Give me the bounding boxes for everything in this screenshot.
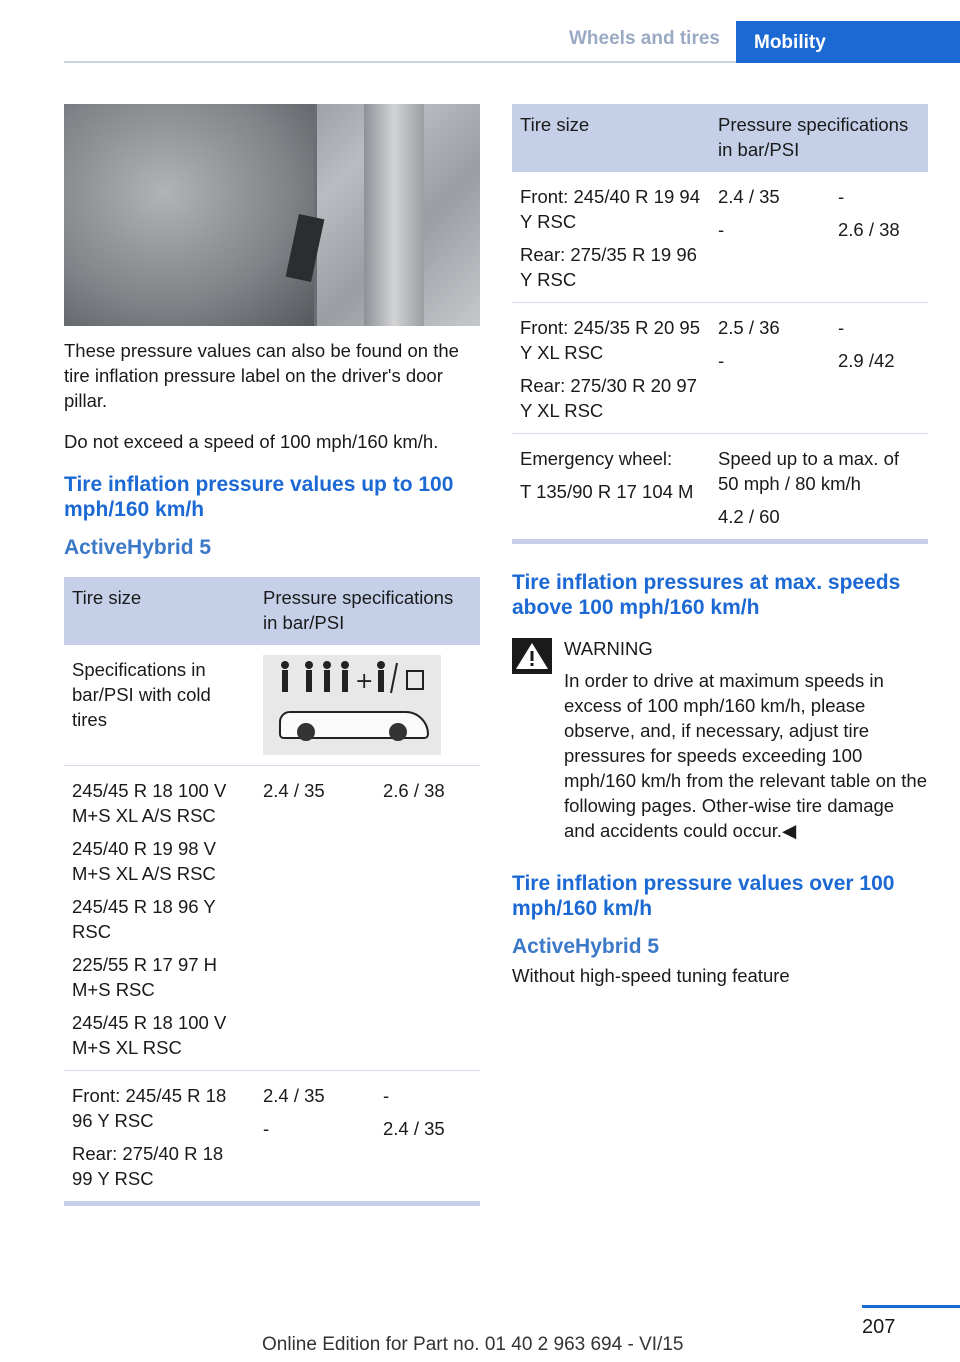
spec-note: Specifications in bar/PSI with cold tires: [64, 645, 255, 766]
tire-size: 245/45 R 18 96 Y RSC: [72, 896, 216, 942]
occupants-icon: [263, 655, 441, 701]
edition-note: Online Edition for Part no. 01 40 2 963 694 - VI/15: [262, 1334, 684, 1355]
rear-wheel-icon: [389, 723, 407, 741]
tire-size: Rear: 275/40 R 18 99 Y RSC: [72, 1143, 224, 1189]
table-end-rule: [512, 539, 928, 544]
door-pillar-photo: [64, 104, 480, 326]
pressure-value: 2.4 / 35: [718, 186, 780, 207]
speed-note: Do not exceed a speed of 100 mph/160 km/h.: [64, 431, 439, 452]
feature-note: Without high-speed tuning feature: [512, 965, 790, 986]
table-row: [64, 645, 480, 766]
pressure-value: 2.4 / 35: [383, 1118, 445, 1139]
table-row: [512, 303, 928, 434]
footer-rule: [862, 1305, 960, 1308]
pressure-value: -: [838, 317, 845, 338]
col-pressure: Pressure specifications in bar/PSI: [255, 577, 480, 645]
warning-text: In order to drive at maximum speeds in excess of 100 mph/160 km/h, please observe, and, if necessary, adjust tire pressures for speeds exceeding 100 mph/160 km/h from the relevant table on the following pages. Other‐wise tire damage and accidents could occur.◀: [564, 670, 928, 841]
pressure-value: -: [838, 186, 845, 207]
left-column: [64, 104, 480, 1206]
col-tire-size: Tire size: [512, 104, 710, 172]
header-section-title: Wheels and tires: [569, 28, 720, 49]
tire-size: T 135/90 R 17 104 M: [520, 481, 694, 502]
warning-icon: [512, 638, 552, 674]
emergency-label: Emergency wheel:: [520, 448, 673, 469]
section-heading: Tire inflation pressures at max. speeds above 100 mph/160 km/h: [512, 571, 901, 619]
model-heading: ActiveHybrid 5: [512, 935, 660, 958]
tire-size: 245/45 R 18 100 V M+S XL A/S RSC: [72, 780, 227, 826]
tire-size: Front: 245/35 R 20 95 Y XL RSC: [520, 317, 700, 363]
model-heading: ActiveHybrid 5: [64, 536, 212, 559]
pressure-value: -: [718, 219, 725, 240]
header-chapter-tab: Mobility: [736, 21, 960, 63]
col-pressure: Pressure specifications in bar/PSI: [710, 104, 928, 172]
svg-text:+: +: [355, 669, 374, 694]
tire-size: 245/45 R 18 100 V M+S XL RSC: [72, 1012, 227, 1058]
table-row: [64, 766, 480, 1071]
pressure-table-right: [512, 104, 928, 539]
pressure-value: -: [718, 350, 725, 371]
warning-title: WARNING: [564, 638, 653, 659]
section-heading: Tire inflation pressure values up to 100 mph/160 km/h: [64, 473, 454, 521]
pressure-value: 2.9 /42: [838, 350, 895, 371]
tire-size: 225/55 R 17 97 H M+S RSC: [72, 954, 218, 1000]
pressure-value: 2.6 / 38: [383, 780, 445, 801]
emergency-speed-note: Speed up to a max. of 50 mph / 80 km/h: [718, 448, 900, 494]
pressure-value: -: [263, 1118, 270, 1139]
tire-size: Front: 245/45 R 18 96 Y RSC: [72, 1085, 227, 1131]
section-heading: Tire inflation pressure values over 100 mph/160 km/h: [512, 872, 895, 920]
intro-text: These pressure values can also be found on the tire inflation pressure label on the driver's door pillar.: [64, 340, 459, 411]
seat-image: [64, 104, 317, 326]
right-column: [512, 104, 928, 988]
pressure-value: 2.5 / 36: [718, 317, 780, 338]
pressure-value: 2.4 / 35: [263, 780, 325, 801]
load-condition-pictogram: [263, 655, 441, 755]
col-tire-size: Tire size: [64, 577, 255, 645]
table-row: [512, 434, 928, 540]
warning-text-indented: [564, 668, 928, 843]
page-number: 207: [862, 1316, 896, 1338]
front-wheel-icon: [297, 723, 315, 741]
pressure-value: 2.4 / 35: [263, 1085, 325, 1106]
tire-size: 245/40 R 19 98 V M+S XL A/S RSC: [72, 838, 216, 884]
tire-size: Front: 245/40 R 19 94 Y RSC: [520, 186, 700, 232]
warning-block: [512, 636, 928, 843]
table-end-rule: [64, 1201, 480, 1206]
tire-size: Rear: 275/35 R 19 96 Y RSC: [520, 244, 697, 290]
pressure-value: 4.2 / 60: [718, 506, 780, 527]
table-row: [64, 1071, 480, 1202]
pressure-table-left: [64, 577, 480, 1201]
pillar-image: [364, 104, 424, 326]
pressure-value: 2.6 / 38: [838, 219, 900, 240]
tire-size: Rear: 275/30 R 20 97 Y XL RSC: [520, 375, 697, 421]
table-row: [512, 172, 928, 303]
pressure-value: -: [383, 1085, 390, 1106]
